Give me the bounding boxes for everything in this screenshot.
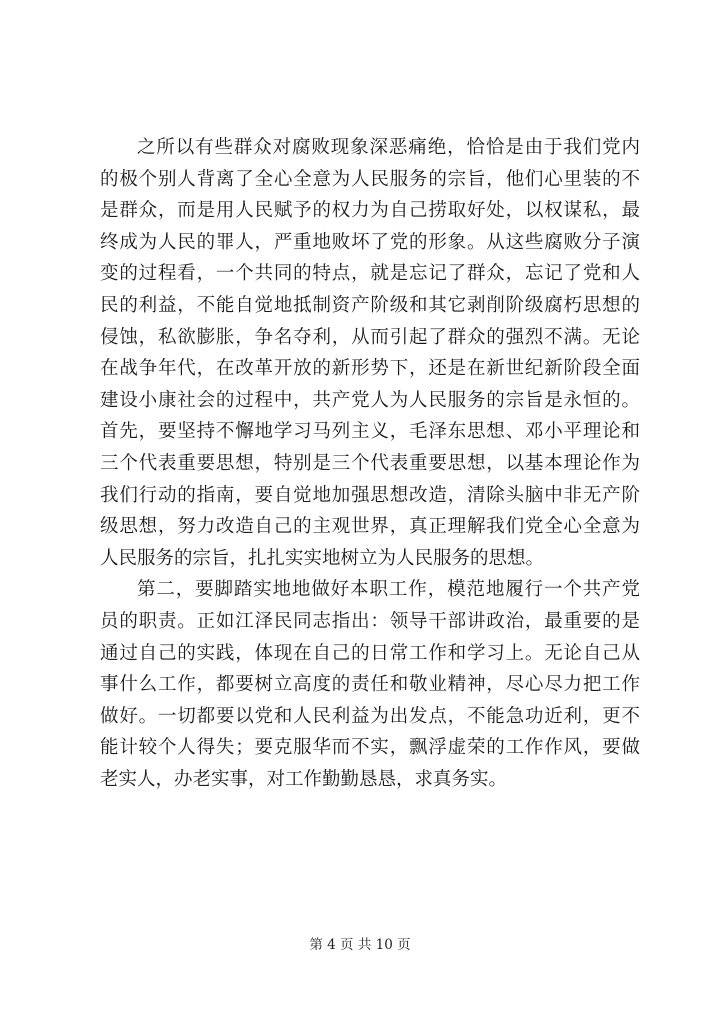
- page-number-footer: 第 4 页 共 10 页: [309, 937, 411, 953]
- text-line: 终成为人民的罪人，严重地败坏了党的形象。从这些腐败分子演: [100, 231, 640, 253]
- text-line: 员的职责。正如江泽民同志指出：领导干部讲政治，最重要的是: [100, 610, 640, 632]
- text-line: 老实人，办老实事，对工作勤勤恳恳，求真务实。: [100, 768, 508, 790]
- text-line: 首先，要坚持不懈地学习马列主义，毛泽东思想、邓小平理论和: [100, 421, 640, 443]
- text-line: 我们行动的指南，要自觉地加强思想改造，清除头脑中非无产阶: [100, 484, 640, 506]
- text-line: 是群众，而是用人民赋予的权力为自己捞取好处，以权谋私，最: [100, 200, 640, 222]
- paragraph-2: [100, 574, 640, 795]
- text-line: 人民服务的宗旨，扎扎实实地树立为人民服务的思想。: [100, 547, 545, 569]
- text-line: 级思想，努力改造自己的主观世界，真正理解我们党全心全意为: [100, 516, 640, 538]
- paragraph-1: [100, 132, 640, 574]
- text-line: 通过自己的实践，体现在自己的日常工作和学习上。无论自己从: [100, 642, 640, 664]
- text-line: 第二，要脚踏实地地做好本职工作，模范地履行一个共产党: [137, 579, 640, 601]
- text-line: 建设小康社会的过程中，共产党人为人民服务的宗旨是永恒的。: [100, 389, 640, 411]
- text-line: 的极个别人背离了全心全意为人民服务的宗旨，他们心里装的不: [100, 168, 640, 190]
- text-line: 变的过程看，一个共同的特点，就是忘记了群众，忘记了党和人: [100, 263, 640, 285]
- text-line: 三个代表重要思想，特别是三个代表重要思想，以基本理论作为: [100, 452, 640, 474]
- text-line: 做好。一切都要以党和人民利益为出发点，不能急功近利，更不: [100, 705, 640, 727]
- text-line: 民的利益，不能自觉地抵制资产阶级和其它剥削阶级腐朽思想的: [100, 294, 640, 316]
- body-text: [100, 132, 640, 795]
- text-line: 事什么工作，都要树立高度的责任和敬业精神，尽心尽力把工作: [100, 674, 640, 696]
- text-line: 侵蚀，私欲膨胀，争名夺利，从而引起了群众的强烈不满。无论: [100, 326, 640, 348]
- text-line: 在战争年代，在改革开放的新形势下，还是在新世纪新阶段全面: [100, 358, 640, 380]
- text-line: 能计较个人得失；要克服华而不实，飘浮虚荣的工作作风，要做: [100, 737, 640, 759]
- text-line: 之所以有些群众对腐败现象深恶痛绝，恰恰是由于我们党内: [137, 137, 640, 158]
